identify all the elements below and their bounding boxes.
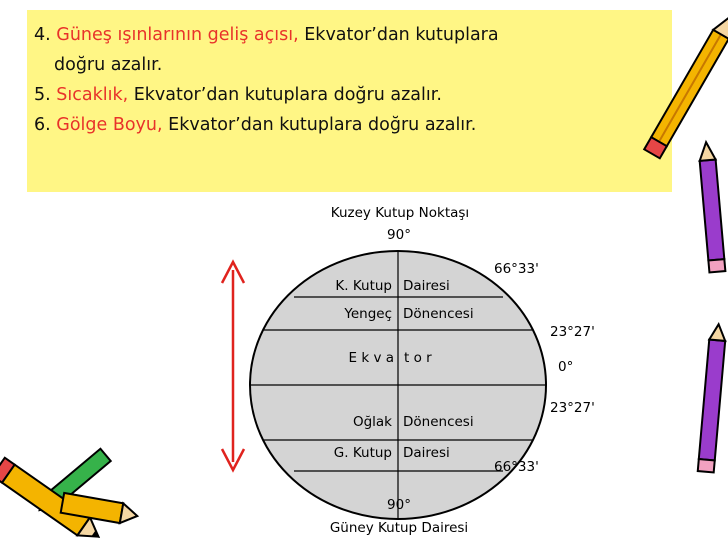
- angle-66-33-bottom: 66°33': [494, 459, 539, 475]
- double-arrow-icon: [222, 262, 244, 470]
- angle-0: 0°: [558, 359, 574, 375]
- top-degree: 90°: [387, 227, 411, 243]
- bottom-degree: 90°: [387, 497, 411, 513]
- item-text: Ekvator’dan kutuplara doğru azalır.: [162, 115, 477, 135]
- dairesi-bottom-label: Dairesi: [403, 445, 450, 461]
- k-kutup-label: K. Kutup: [335, 278, 392, 294]
- item-number: 4.: [34, 25, 51, 45]
- item-highlight: Sıcaklık,: [56, 85, 129, 105]
- pencil-clipart-bottom-left-icon: [0, 449, 139, 546]
- yengec-label: Yengeç: [344, 306, 392, 322]
- item-highlight: Güneş ışınlarının geliş açısı,: [56, 25, 299, 45]
- item-highlight: Gölge Boyu,: [56, 115, 163, 135]
- ekvator-left-label: E k v a: [348, 350, 394, 366]
- item-text: Ekvator’dan kutuplara: [298, 25, 499, 45]
- pencil-clipart-top-right-icon: [644, 9, 728, 472]
- g-kutup-label: G. Kutup: [333, 445, 392, 461]
- south-pole-title: Güney Kutup Dairesi: [329, 520, 469, 536]
- item-text: Ekvator’dan kutuplara doğru azalır.: [128, 85, 442, 105]
- oglak-label: Oğlak: [352, 414, 392, 430]
- dairesi-top-label: Dairesi: [403, 278, 450, 294]
- donencesi-top-label: Dönencesi: [403, 306, 474, 322]
- angle-66-33-top: 66°33': [494, 261, 539, 277]
- item-number: 5.: [34, 85, 51, 105]
- ekvator-right-label: t o r: [404, 350, 432, 366]
- donencesi-bottom-label: Dönencesi: [403, 414, 474, 430]
- angle-23-27-top: 23°27': [550, 324, 595, 340]
- north-pole-title: Kuzey Kutup Noktaşı: [330, 205, 470, 221]
- item-number: 6.: [34, 115, 51, 135]
- list-item-4-continuation: doğru azalır.: [54, 55, 163, 75]
- angle-23-27-bottom: 23°27': [550, 400, 595, 416]
